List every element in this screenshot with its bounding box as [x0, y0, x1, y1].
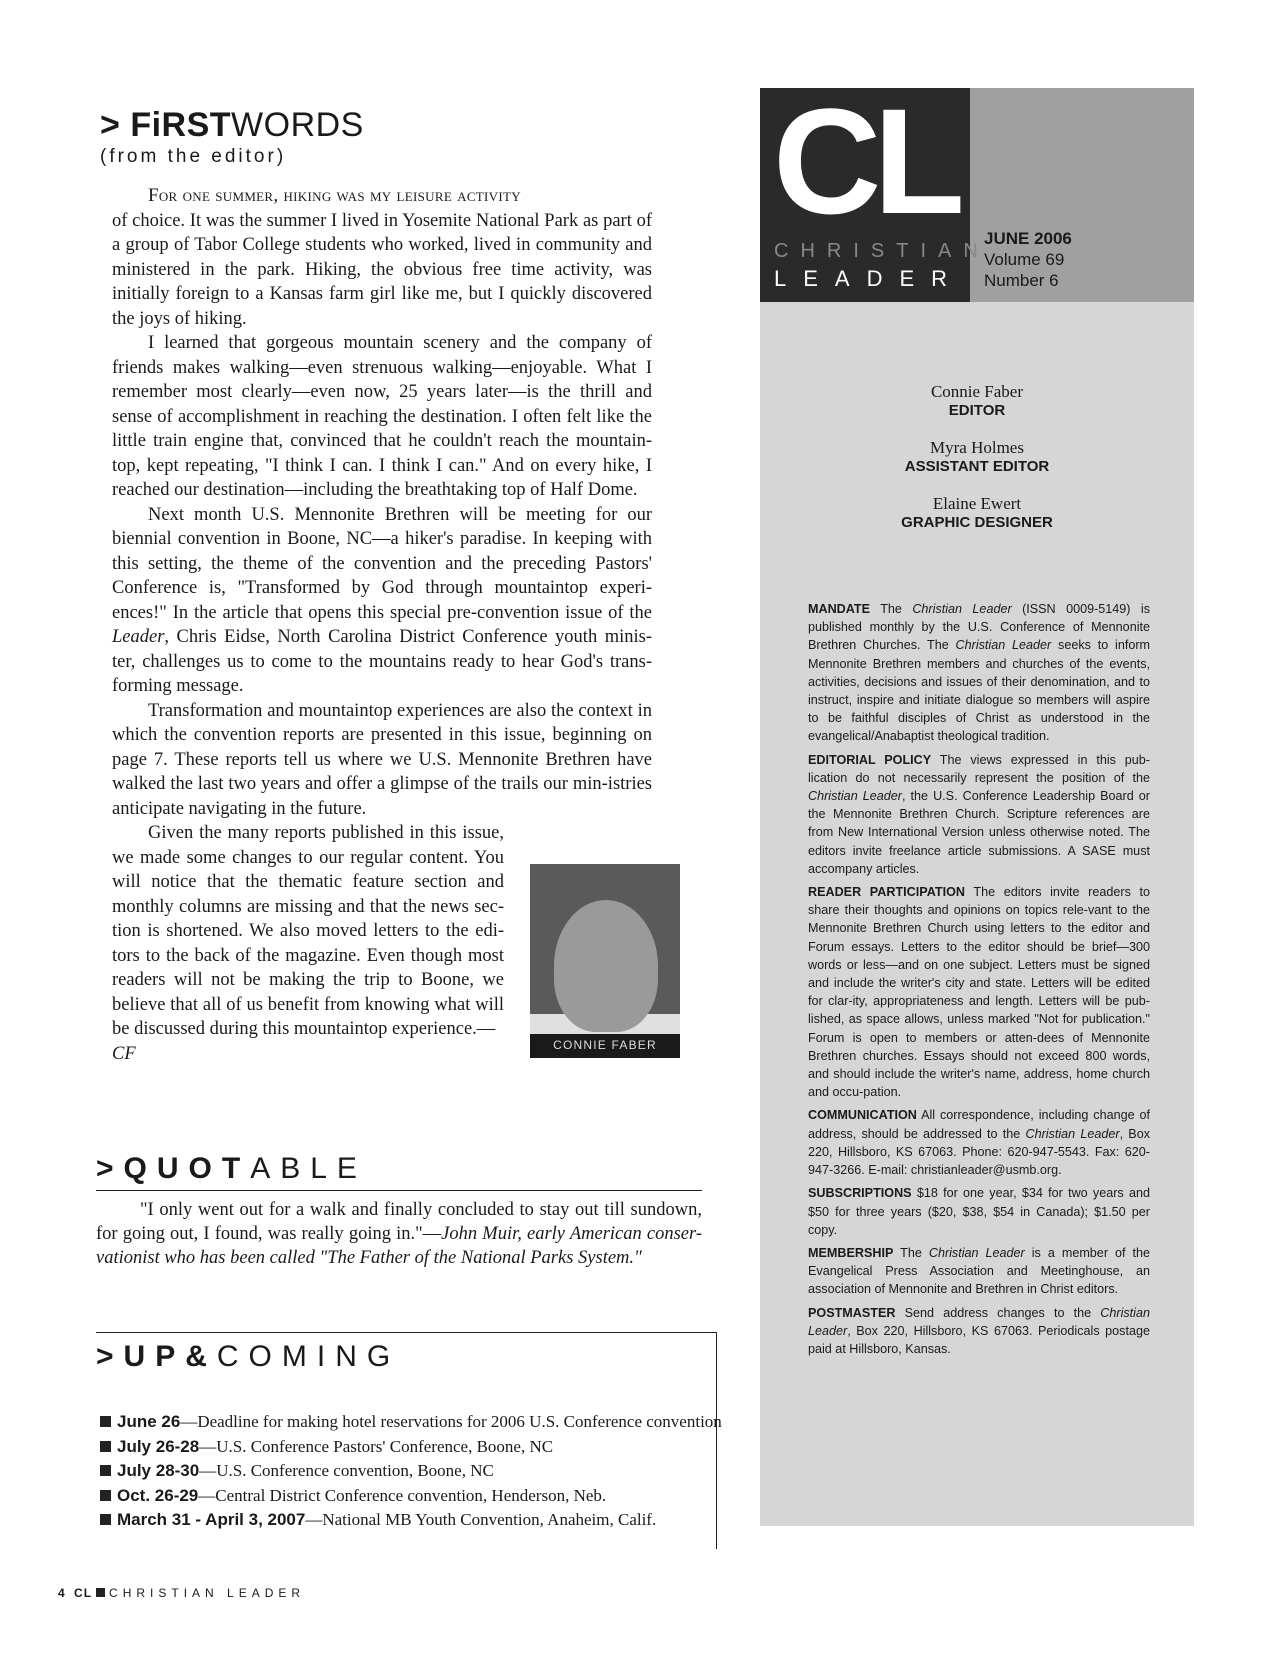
- event-text: —Deadline for making hotel reservations for 2006 U.S. Conference convention: [180, 1412, 722, 1431]
- title-light-part: COMING: [216, 1340, 401, 1373]
- event-text: —U.S. Conference convention, Boone, NC: [199, 1461, 494, 1480]
- staff-role: EDITOR: [948, 402, 1006, 419]
- notice-label: READER PARTICIPATION: [808, 885, 965, 900]
- notice-label: COMMUNICATION: [808, 1108, 917, 1123]
- staff-name: Elaine Ewert: [932, 494, 1022, 513]
- communication-notice: [808, 1106, 1150, 1179]
- notice-label: POSTMASTER: [808, 1305, 896, 1320]
- leader-italic: Leader: [112, 627, 165, 647]
- first-words-title: [100, 108, 364, 142]
- first-words-subtitle: (from the editor): [100, 146, 287, 167]
- issue-info: [984, 228, 1072, 291]
- issue-volume: Volume 69: [984, 250, 1065, 269]
- paragraph-3-a: Next month U.S. Mennonite Brethren will be meeting for our biennial convention in Boone, NC—a hiker's paradise. In keeping with this setting, the theme of the convention and the preceding Pastors' Conference is, "Transformed by God through mountaintop experi-ences!" In the article that opens this special pre-convention issue of the: [112, 504, 652, 623]
- title-bold-part: FiRST: [130, 106, 232, 144]
- list-item: [100, 1435, 710, 1460]
- quotable-header: [96, 1152, 702, 1191]
- quote-attribution: John Muir, early American conser-vationist who has been called "The Father of the National Parks System.": [96, 1224, 702, 1268]
- paragraph-2: I learned that gorgeous mountain scenery and the company of friends makes walking—even strenuous walking—enjoyable. What I remember most clearly—even now, 25 years later—is the thrill and sense of accomplishment in reaching the destination. I often felt like the little train engine that, convinced that he couldn't reach the mountain-top, kept repeating, "I think I can. I think I can." And on every hike, I reached our destination—including the breathtaking top of Half Dome.: [112, 333, 652, 500]
- editor-photo: [530, 864, 680, 1058]
- issue-date: JUNE 2006: [984, 229, 1072, 248]
- title-bold-part: QUOT: [123, 1152, 251, 1185]
- staff-graphic-designer: [760, 494, 1194, 531]
- list-item: [100, 1484, 710, 1509]
- legal-notices: [808, 600, 1150, 1363]
- notice-text: The editors invite readers to share their thoughts and opinions on topics rele-vant to the Mennonite Brethren Church using letters to the editor and Forum essays. Letters to the editor should be brief—300 words or less—and on one subject. Letters must be signed and include the writer's city and state. Letters will be edited for clar-ity, appropriateness and length. Letters will be pub-lished, as space allows, unless marked "Not for publication." Forum is open to members or atten-dees of Mennonite Brethren churches. Essays should not exceed 800 words, and should include the writer's name, address, home church and occu-pation.: [808, 885, 1151, 1100]
- notice-text: $18 for one year, $34 for two years and $50 for three years ($20, $38, $54 in Canada); $1.50 per copy.: [808, 1186, 1150, 1237]
- page-footer: [58, 1586, 305, 1600]
- postmaster-notice: [808, 1304, 1150, 1359]
- footer-publication-name: CHRISTIAN LEADER: [109, 1586, 306, 1600]
- lead-in: For one summer, hiking was my leisure activity: [148, 185, 521, 206]
- up-coming-header: [96, 1340, 400, 1374]
- bullet-square-icon: [100, 1465, 111, 1476]
- notice-text: The views expressed in this pub-lication do not necessarily represent the position of the: [808, 752, 1150, 785]
- paragraph-3: [112, 503, 652, 699]
- event-date: Oct. 26-29: [117, 1485, 199, 1505]
- staff-role: GRAPHIC DESIGNER: [901, 514, 1053, 531]
- notice-text: The: [893, 1245, 929, 1260]
- notice-text: The: [870, 602, 913, 616]
- photo-caption: CONNIE FABER: [530, 1034, 680, 1058]
- bullet-square-icon: [96, 1588, 105, 1597]
- event-date: March 31 - April 3, 2007: [117, 1510, 306, 1529]
- cl-logo: [760, 77, 990, 302]
- bullet-square-icon: [100, 1416, 111, 1427]
- logo-word-christian: CHRISTIAN: [774, 240, 990, 262]
- bullet-square-icon: [100, 1490, 111, 1501]
- event-date: June 26: [117, 1412, 181, 1431]
- section-arrow: >: [96, 1340, 124, 1373]
- page-number: 4: [58, 1586, 66, 1600]
- notice-italic: Christian Leader: [955, 638, 1052, 653]
- reader-participation-notice: [808, 883, 1150, 1101]
- notice-label: MANDATE: [808, 602, 871, 616]
- notice-text: (ISSN 0009-5149) is published monthly by the U.S. Conference of Mennonite Brethren Churches. The: [808, 602, 1150, 653]
- membership-notice: [808, 1244, 1150, 1299]
- paragraph-5: Given the many reports published in this issue, we made some changes to our regular content. You will notice that the thematic feature section and monthly columns are missing and that the news sec-tion is shortened. We also moved letters to the edi-tors to the back of the magazine. Even though most readers will not be making the trip to Boone, we believe that all of us benefit from knowing what will be discussed during this mountaintop experience.—: [112, 823, 504, 1039]
- logo-word-leader: LEADER: [774, 266, 965, 291]
- staff-name: Connie Faber: [930, 382, 1024, 401]
- quote-text: [96, 1198, 702, 1270]
- notice-text: Send address changes to the: [895, 1305, 1101, 1320]
- subscriptions-notice: [808, 1184, 1150, 1239]
- notice-italic: Christian Leader: [912, 602, 1012, 616]
- notice-italic: Christian Leader: [928, 1245, 1025, 1260]
- notice-text: seeks to inform Mennonite Brethren members and churches of the events, activities, decisions and issues of their denomination, and to instruct, inspire and initiate dialogue so members will aspire to be faithful disciples of Christ as understood in the evangelical/Anabaptist theological tradition.: [808, 638, 1151, 744]
- bullet-square-icon: [100, 1441, 111, 1452]
- notice-text: , Box 220, Hillsboro, KS 67063. Periodicals postage paid at Hillsboro, Kansas.: [808, 1323, 1150, 1356]
- list-item: [100, 1459, 710, 1484]
- staff-name: Myra Holmes: [930, 438, 1024, 457]
- title-light-part: WORDS: [231, 106, 364, 144]
- staff-assistant-editor: [760, 438, 1194, 475]
- paragraph-3-b: , Chris Eidse, North Carolina District Conference youth minis-ter, challenges us to come to the mountains ready to hear God's trans-forming message.: [112, 627, 652, 696]
- notice-text: , Box 220, Hillsboro, KS 67063. Phone: 620-947-5543. Fax: 620-947-3266. E-mail: christianleader@usmb.org.: [808, 1126, 1150, 1178]
- staff-editor: [760, 382, 1194, 419]
- event-list: [100, 1410, 722, 1533]
- list-item: [100, 1410, 722, 1435]
- staff-role: ASSISTANT EDITOR: [904, 458, 1050, 475]
- notice-italic: Christian Leader: [808, 789, 902, 804]
- title-bold-part: UP&: [123, 1340, 217, 1373]
- paragraph-1: of choice. It was the summer I lived in Yosemite National Park as part of a group of Tabor College students who worked, lived in community and ministered in the park. Hiking, the obvious free time activity, was initially foreign to a Kansas farm girl like me, but I quickly discovered the joys of hiking.: [112, 210, 652, 329]
- event-date: July 26-28: [117, 1436, 200, 1456]
- mandate-notice: [808, 600, 1150, 746]
- quote: "I only went out for a walk and finally concluded to stay out till sundown, for going out, I found, was really going in."—: [96, 1200, 702, 1244]
- section-arrow: >: [100, 106, 121, 144]
- notice-label: SUBSCRIPTIONS: [808, 1186, 912, 1201]
- section-arrow: >: [96, 1152, 124, 1185]
- logo-letters: CL: [773, 77, 957, 245]
- notice-italic: Christian Leader: [808, 1305, 1150, 1338]
- bullet-square-icon: [100, 1514, 111, 1525]
- notice-italic: Christian Leader: [1025, 1126, 1120, 1141]
- title-light-part: ABLE: [250, 1152, 367, 1185]
- event-text: —National MB Youth Convention, Anaheim, Calif.: [305, 1510, 657, 1529]
- event-text: —Central District Conference convention, Henderson, Neb.: [198, 1485, 607, 1505]
- footer-cl: CL: [74, 1586, 93, 1600]
- notice-text: , the U.S. Conference Leadership Board or the Mennonite Brethren Church. Scripture references are from New International Version unless otherwise noted. The editors invite freelance article submissions. A SASE must accompany articles.: [808, 789, 1150, 876]
- first-words-header: [100, 108, 364, 168]
- event-date: July 28-30: [117, 1461, 200, 1480]
- editorial-policy-notice: [808, 751, 1150, 878]
- notice-label: EDITORIAL POLICY: [808, 752, 932, 767]
- notice-label: MEMBERSHIP: [808, 1245, 894, 1260]
- paragraph-4: Transformation and mountaintop experiences are also the context in which the convention reports are presented in this issue, beginning on page 7. These reports tell us where we U.S. Mennonite Brethren have walked the last two years and offer a glimpse of the trails our min-istries anticipate navigating in the future.: [112, 700, 652, 819]
- issue-number: Number 6: [984, 271, 1059, 290]
- event-text: —U.S. Conference Pastors' Conference, Boone, NC: [199, 1436, 554, 1456]
- signature: CF: [112, 1043, 136, 1064]
- list-item: [100, 1508, 710, 1533]
- notice-text: All correspondence, including change of address, should be addressed to the: [808, 1108, 1150, 1141]
- photo-face: [554, 900, 658, 1032]
- notice-text: is a member of the Evangelical Press Association and Meetinghouse, an association of Mennonite and Brethren in Christ editors.: [808, 1245, 1151, 1297]
